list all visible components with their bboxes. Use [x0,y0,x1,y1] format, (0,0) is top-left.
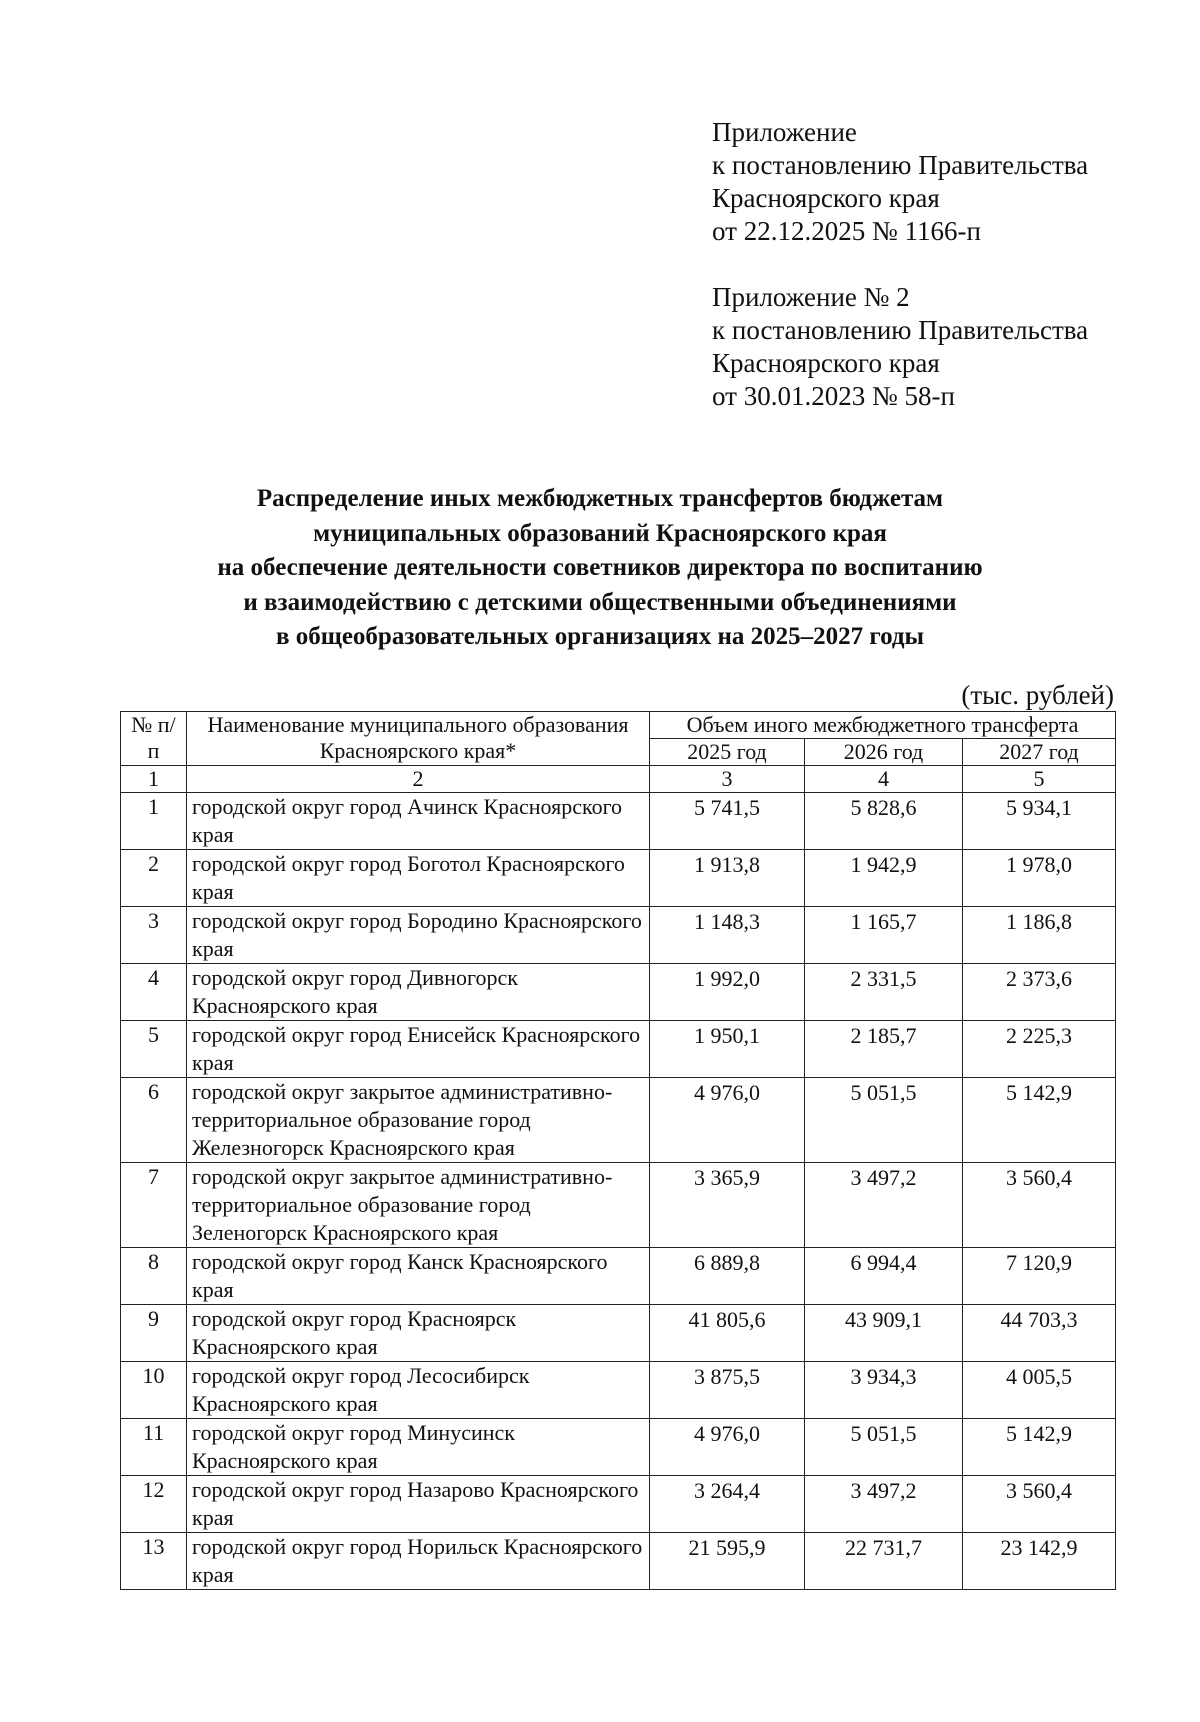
table-row [121,1248,1116,1305]
row-number: 1 [121,793,187,850]
value-2027: 5 142,9 [963,1419,1116,1476]
table-row [121,1305,1116,1362]
value-2026: 5 828,6 [805,793,963,850]
header-year-2026: 2026 год [805,739,963,766]
appendix-line: к постановлению Правительства [712,315,1089,345]
title-line: на обеспечение деятельности советников директора по воспитанию [217,554,983,581]
appendix-line: от 22.12.2025 № 1166-п [712,216,981,246]
table-row [121,1163,1116,1248]
row-number: 13 [121,1533,187,1590]
row-number: 11 [121,1419,187,1476]
municipality-name: городской округ город Бородино Красноярского края [187,907,650,964]
header-num: № п/п [121,712,187,766]
value-2026: 43 909,1 [805,1305,963,1362]
title-line: в общеобразовательных организациях на 2025–2027 годы [275,623,925,650]
appendix-line: Приложение [712,117,857,147]
table-row [121,1362,1116,1419]
table-row [121,1476,1116,1533]
value-2025: 1 913,8 [650,850,805,907]
municipality-name: городской округ город Канск Красноярского края [187,1248,650,1305]
value-2025: 41 805,6 [650,1305,805,1362]
value-2027: 3 560,4 [963,1476,1116,1533]
appendix-block-original [712,281,1088,413]
row-number: 6 [121,1078,187,1163]
table-body [121,793,1116,1590]
value-2027: 5 934,1 [963,793,1116,850]
row-number: 10 [121,1362,187,1419]
row-number: 5 [121,1021,187,1078]
table-row [121,1533,1116,1590]
row-number: 3 [121,907,187,964]
value-2026: 5 051,5 [805,1419,963,1476]
municipality-name: городской округ город Дивногорск Красноярского края [187,964,650,1021]
value-2025: 6 889,8 [650,1248,805,1305]
municipality-name: городской округ закрытое административно-территориальное образование город Зеленогорск Красноярского края [187,1163,650,1248]
appendix-line: от 30.01.2023 № 58-п [712,381,955,411]
value-2025: 1 148,3 [650,907,805,964]
header-year-2025: 2025 год [650,739,805,766]
header-col-number: 2 [187,766,650,793]
value-2027: 7 120,9 [963,1248,1116,1305]
header-name: Наименование муниципального образования Красноярского края* [187,712,650,766]
table-row [121,1419,1116,1476]
municipality-name: городской округ город Енисейск Красноярского края [187,1021,650,1078]
value-2027: 2 373,6 [963,964,1116,1021]
appendix-block-current [712,116,1088,248]
row-number: 8 [121,1248,187,1305]
appendix-line: к постановлению Правительства [712,150,1089,180]
municipality-name: городской округ город Минусинск Красноярского края [187,1419,650,1476]
value-2026: 6 994,4 [805,1248,963,1305]
value-2027: 2 225,3 [963,1021,1116,1078]
value-2025: 1 992,0 [650,964,805,1021]
value-2026: 2 331,5 [805,964,963,1021]
value-2027: 44 703,3 [963,1305,1116,1362]
value-2026: 22 731,7 [805,1533,963,1590]
municipality-name: городской округ город Норильск Красноярского края [187,1533,650,1590]
header-volume: Объем иного межбюджетного трансферта [650,712,1116,739]
municipality-name: городской округ город Назарово Красноярского края [187,1476,650,1533]
transfers-table [120,711,1116,1590]
table-row [121,793,1116,850]
value-2025: 3 365,9 [650,1163,805,1248]
row-number: 4 [121,964,187,1021]
value-2026: 1 165,7 [805,907,963,964]
value-2025: 4 976,0 [650,1078,805,1163]
title-line: и взаимодействию с детскими общественными объединениями [243,588,957,616]
value-2026: 2 185,7 [805,1021,963,1078]
appendix-line: Красноярского края [712,183,940,213]
value-2027: 5 142,9 [963,1078,1116,1163]
value-2026: 3 497,2 [805,1163,963,1248]
table-row [121,1078,1116,1163]
value-2027: 3 560,4 [963,1163,1116,1248]
value-2027: 4 005,5 [963,1362,1116,1419]
unit-label: (тыс. рублей) [961,680,1114,710]
municipality-name: городской округ город Боготол Красноярского края [187,850,650,907]
value-2025: 5 741,5 [650,793,805,850]
appendix-line: Красноярского края [712,348,940,378]
row-number: 12 [121,1476,187,1533]
table-row [121,907,1116,964]
value-2025: 21 595,9 [650,1533,805,1590]
municipality-name: городской округ город Лесосибирск Красноярского края [187,1362,650,1419]
row-number: 9 [121,1305,187,1362]
table-row [121,964,1116,1021]
value-2026: 3 934,3 [805,1362,963,1419]
municipality-name: городской округ город Ачинск Красноярского края [187,793,650,850]
row-number: 7 [121,1163,187,1248]
value-2027: 1 186,8 [963,907,1116,964]
value-2027: 23 142,9 [963,1533,1116,1590]
appendix-line: Приложение № 2 [712,282,910,312]
value-2025: 4 976,0 [650,1419,805,1476]
value-2025: 3 875,5 [650,1362,805,1419]
value-2026: 3 497,2 [805,1476,963,1533]
header-col-number: 1 [121,766,187,793]
table-row [121,1021,1116,1078]
header-col-number: 5 [963,766,1116,793]
value-2026: 5 051,5 [805,1078,963,1163]
header-col-number: 3 [650,766,805,793]
value-2025: 1 950,1 [650,1021,805,1078]
value-2027: 1 978,0 [963,850,1116,907]
row-number: 2 [121,850,187,907]
document-title [0,482,1200,655]
value-2026: 1 942,9 [805,850,963,907]
table-row [121,850,1116,907]
municipality-name: городской округ город Красноярск Красноярского края [187,1305,650,1362]
value-2025: 3 264,4 [650,1476,805,1533]
title-line: Распределение иных межбюджетных трансфертов бюджетам [256,485,944,512]
header-year-2027: 2027 год [963,739,1116,766]
municipality-name: городской округ закрытое административно-территориальное образование город Железногорск Красноярского края [187,1078,650,1163]
title-line: муниципальных образований Красноярского края [313,519,887,547]
header-col-number: 4 [805,766,963,793]
